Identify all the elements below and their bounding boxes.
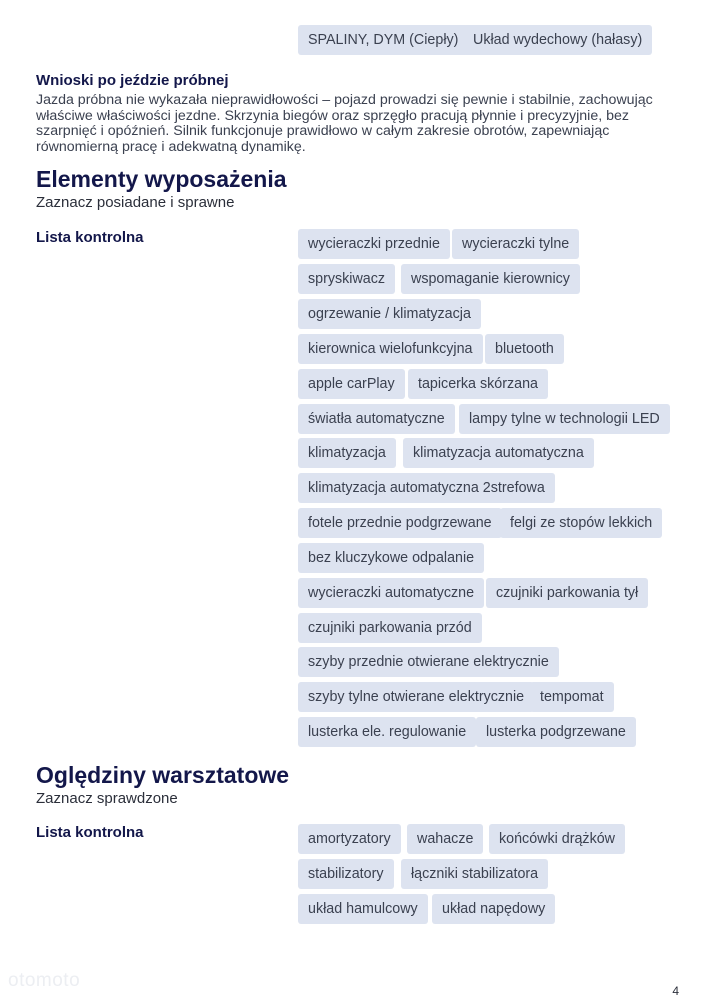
equipment-list-label: Lista kontrolna [36,229,144,246]
equipment-chip[interactable]: wycieraczki automatyczne [298,578,484,608]
equipment-chip[interactable]: czujniki parkowania przód [298,613,482,643]
workshop-chip[interactable]: wahacze [407,824,483,854]
checklist-chip[interactable]: Układ wydechowy (hałasy) [463,25,652,55]
equipment-chip[interactable]: fotele przednie podgrzewane [298,508,502,538]
watermark-logo: otomoto [8,970,81,991]
checklist-chip[interactable]: SPALINY, DYM (Ciepły) [298,25,468,55]
equipment-chip[interactable]: wspomaganie kierownicy [401,264,580,294]
equipment-chip[interactable]: szyby przednie otwierane elektrycznie [298,647,559,677]
equipment-chip[interactable]: tempomat [530,682,614,712]
equipment-chip[interactable]: klimatyzacja automatyczna 2strefowa [298,473,555,503]
workshop-section-title: Oględziny warsztatowe [36,762,290,788]
equipment-chip[interactable]: kierownica wielofunkcyjna [298,334,483,364]
test-drive-notes: Jazda próbna nie wykazała nieprawidłowości – pojazd prowadzi się pewnie i stabilnie, zachowując właściwe właściwości jezdne. Skrzynia biegów oraz sprzęgło pracują płynnie i precyzyjnie, bez szarpnięć i opóźnień. Silnik funkcjonuje prawidłowo w całym zakresie obrotów, zapewniając równomierną pracę i adekwatną dynamikę. [36,92,653,155]
test-drive-title: Wnioski po jeździe próbnej [36,72,229,89]
equipment-section-title: Elementy wyposażenia [36,166,287,192]
equipment-chip[interactable]: światła automatyczne [298,404,455,434]
equipment-chip[interactable]: ogrzewanie / klimatyzacja [298,299,481,329]
workshop-chip[interactable]: stabilizatory [298,859,394,889]
equipment-chip[interactable]: klimatyzacja [298,438,396,468]
equipment-chip[interactable]: bluetooth [485,334,564,364]
equipment-chip[interactable]: lusterka podgrzewane [476,717,636,747]
workshop-chip[interactable]: amortyzatory [298,824,401,854]
equipment-chip[interactable]: lusterka ele. regulowanie [298,717,476,747]
equipment-chip[interactable]: apple carPlay [298,369,405,399]
workshop-chip[interactable]: układ hamulcowy [298,894,428,924]
workshop-list-label: Lista kontrolna [36,824,144,841]
equipment-chip[interactable]: felgi ze stopów lekkich [500,508,662,538]
equipment-subtitle: Zaznacz posiadane i sprawne [36,194,235,211]
workshop-subtitle: Zaznacz sprawdzone [36,790,178,807]
page-number: 4 [672,984,679,998]
workshop-chip[interactable]: końcówki drążków [489,824,625,854]
equipment-chip[interactable]: czujniki parkowania tył [486,578,648,608]
equipment-chip[interactable]: wycieraczki tylne [452,229,579,259]
equipment-chip[interactable]: lampy tylne w technologii LED [459,404,670,434]
equipment-chip[interactable]: spryskiwacz [298,264,395,294]
workshop-chip[interactable]: łączniki stabilizatora [401,859,548,889]
equipment-chip[interactable]: szyby tylne otwierane elektrycznie [298,682,534,712]
equipment-chip[interactable]: wycieraczki przednie [298,229,450,259]
equipment-chip[interactable]: tapicerka skórzana [408,369,548,399]
equipment-chip[interactable]: klimatyzacja automatyczna [403,438,594,468]
workshop-chip[interactable]: układ napędowy [432,894,555,924]
equipment-chip[interactable]: bez kluczykowe odpalanie [298,543,484,573]
